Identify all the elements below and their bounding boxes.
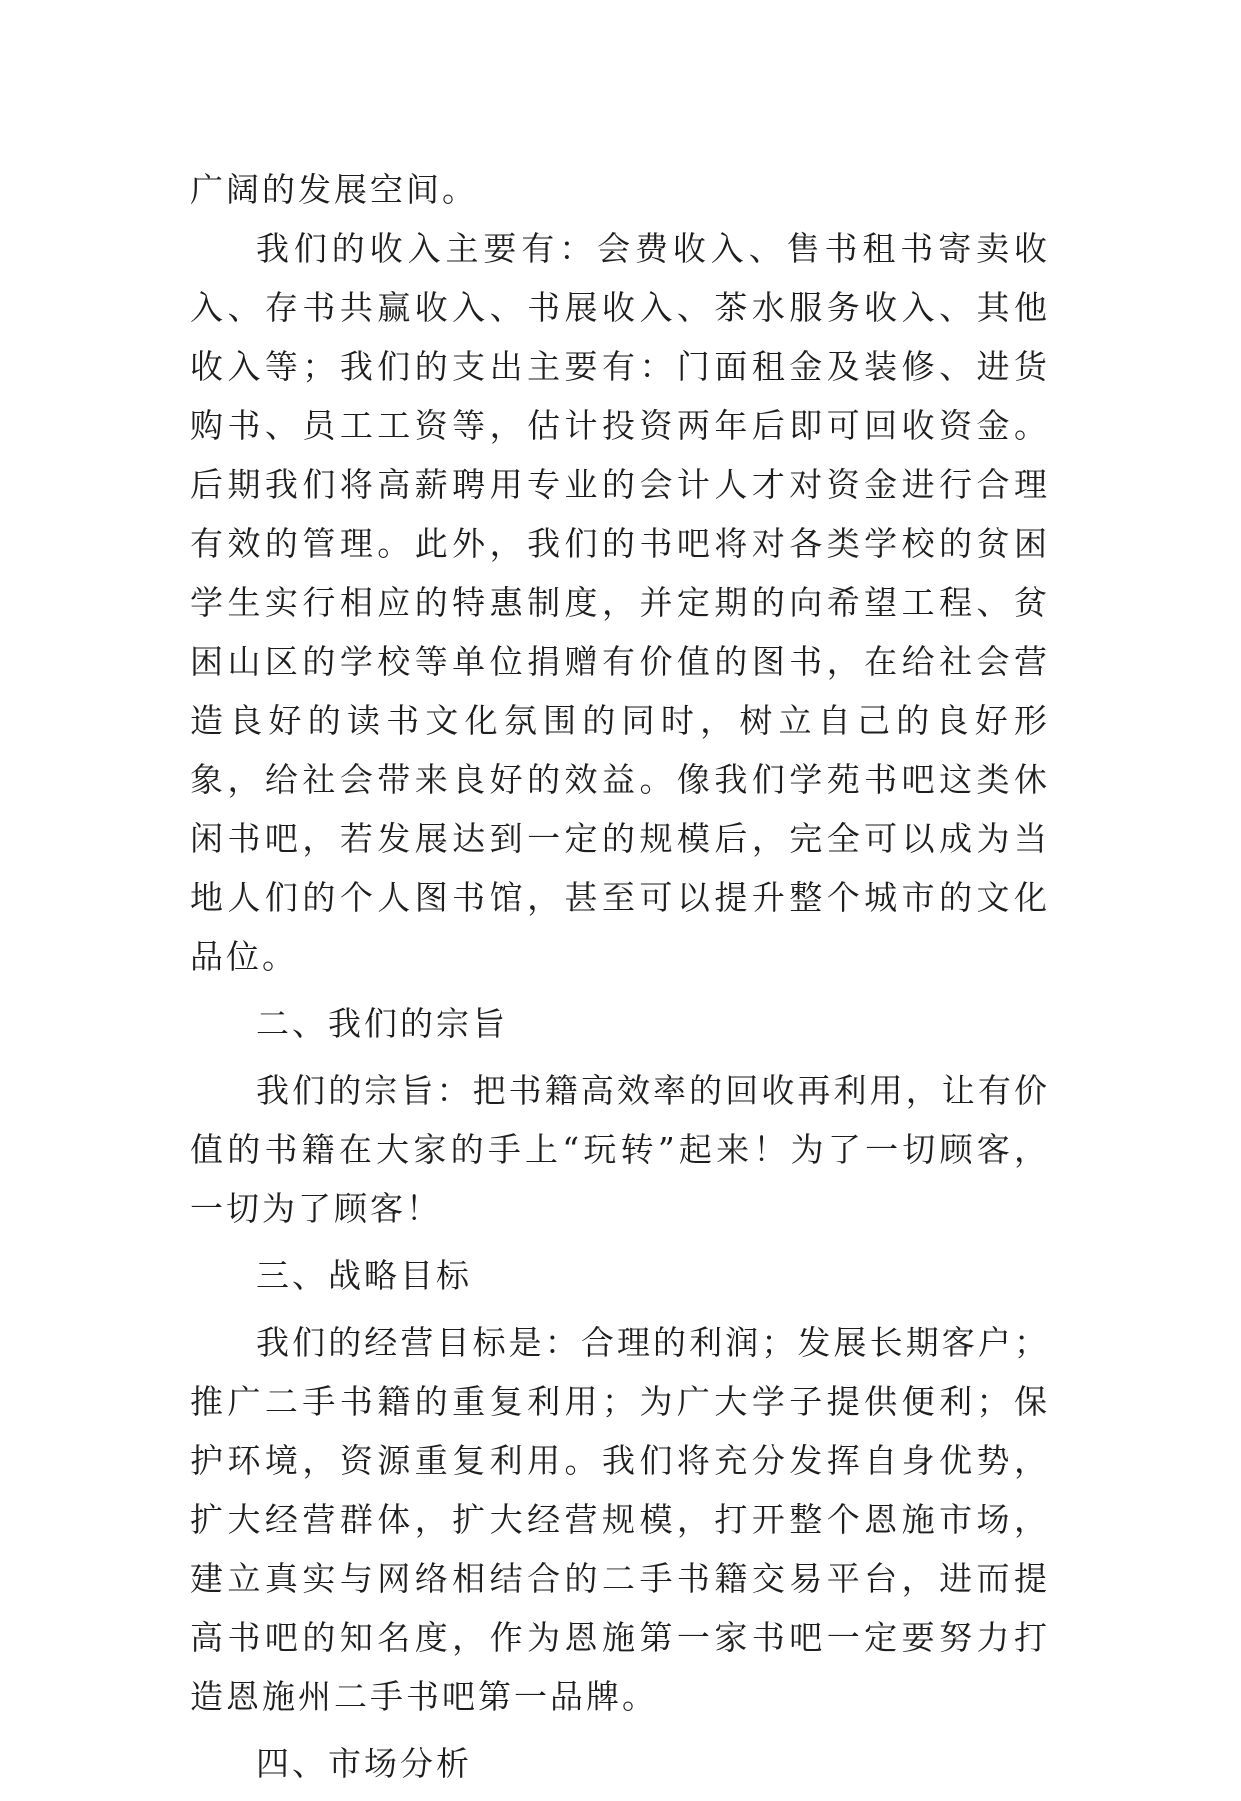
section-heading-market: 四、市场分析 (256, 1744, 472, 1783)
continuation-paragraph: 广阔的发展空间。 (190, 170, 478, 209)
document-body (190, 160, 1050, 1801)
strategy-paragraph: 我们的经营目标是：合理的利润；发展长期客户；推广二手书籍的重复利用；为广大学子提供便利；保护环境，资源重复利用。我们将充分发挥自身优势，扩大经营群体，扩大经营规模，打开整个恩施市场，建立真实与网络相结合的二手书籍交易平台，进而提高书吧的知名度，作为恩施第一家书吧一定要努力打造恩施州二手书吧第一品牌。 (190, 1323, 1050, 1716)
section-heading-strategy: 三、战略目标 (256, 1256, 472, 1295)
purpose-paragraph: 我们的宗旨：把书籍高效率的回收再利用，让有价值的书籍在大家的手上“玩转”起来！为了一切顾客，一切为了顾客！ (190, 1071, 1050, 1228)
income-expense-paragraph: 我们的收入主要有：会费收入、售书租书寄卖收入、存书共赢收入、书展收入、茶水服务收入、其他收入等；我们的支出主要有：门面租金及装修、进货购书、员工工资等，估计投资两年后即可回收资金。后期我们将高薪聘用专业的会计人才对资金进行合理有效的管理。此外，我们的书吧将对各类学校的贫困学生实行相应的特惠制度，并定期的向希望工程、贫困山区的学校等单位捐赠有价值的图书，在给社会营造良好的读书文化氛围的同时，树立自己的良好形象，给社会带来良好的效益。像我们学苑书吧这类休闲书吧，若发展达到一定的规模后，完全可以成为当地人们的个人图书馆，甚至可以提升整个城市的文化品位。 (190, 229, 1050, 976)
section-heading-purpose: 二、我们的宗旨 (256, 1004, 508, 1043)
